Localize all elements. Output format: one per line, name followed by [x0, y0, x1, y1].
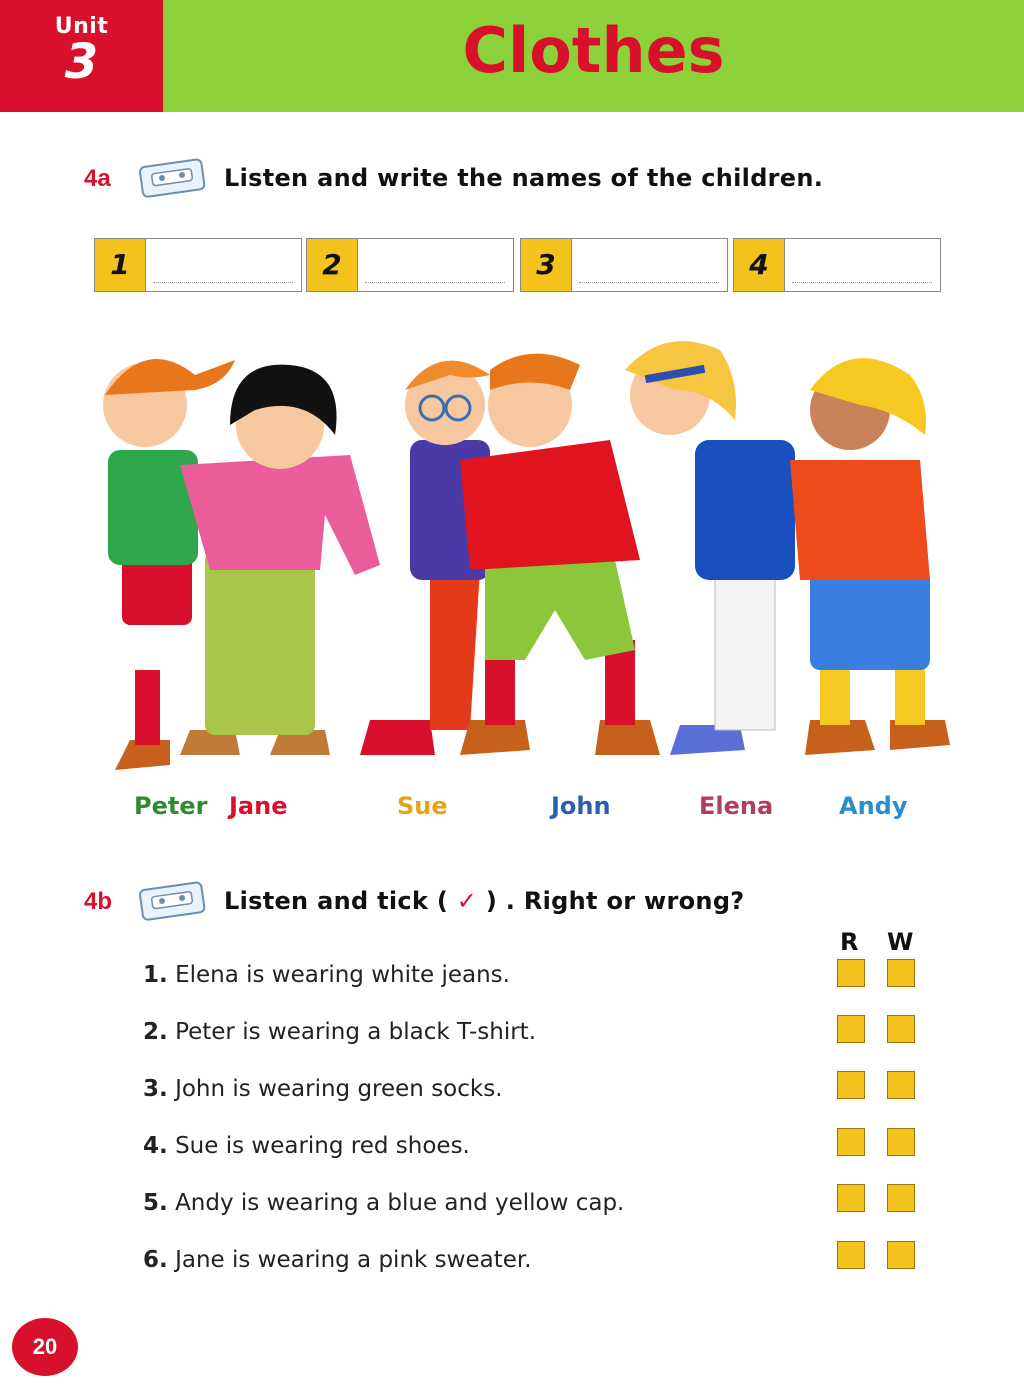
answer-box-number: 3 — [521, 239, 572, 291]
statement-5 — [143, 1190, 624, 1216]
statement-number: 1. — [143, 962, 168, 988]
name-label-andy: Andy — [839, 792, 908, 820]
answer-box-number: 1 — [95, 239, 146, 291]
wrong-checkbox-3[interactable] — [887, 1071, 915, 1099]
name-label-peter: Peter — [134, 792, 208, 820]
right-checkbox-5[interactable] — [837, 1184, 865, 1212]
name-label-jane: Jane — [229, 792, 288, 820]
answer-box-4[interactable] — [733, 238, 941, 292]
writing-line — [792, 282, 932, 283]
answer-box-number: 2 — [307, 239, 358, 291]
page-title: Clothes — [462, 14, 725, 87]
tick-mark-icon: ✓ — [456, 887, 478, 915]
statement-number: 2. — [143, 1019, 168, 1045]
right-checkbox-2[interactable] — [837, 1015, 865, 1043]
exercise-instruction — [224, 887, 745, 915]
statement-text: Andy is wearing a blue and yellow cap. — [175, 1190, 625, 1216]
exercise-number: 4b — [84, 888, 113, 915]
statement-number: 4. — [143, 1133, 168, 1159]
statement-number: 6. — [143, 1247, 168, 1273]
jane-figure — [180, 365, 380, 755]
statement-text: John is wearing green socks. — [175, 1076, 503, 1102]
instruction-prefix: Listen and tick ( — [224, 887, 449, 915]
unit-badge — [0, 0, 163, 112]
answer-box-2[interactable] — [306, 238, 514, 292]
exercise-4a-heading — [0, 155, 1024, 205]
name-label-elena: Elena — [699, 792, 774, 820]
name-label-sue: Sue — [397, 792, 448, 820]
children-illustration — [90, 330, 960, 780]
exercise-4b-heading — [0, 878, 1024, 928]
statement-number: 5. — [143, 1190, 168, 1216]
right-column-label: R — [840, 928, 859, 956]
statement-text: Elena is wearing white jeans. — [175, 962, 510, 988]
statement-text: Sue is wearing red shoes. — [175, 1133, 470, 1159]
right-checkbox-3[interactable] — [837, 1071, 865, 1099]
name-label-john: John — [551, 792, 611, 820]
statement-2 — [143, 1019, 536, 1045]
statement-text: Peter is wearing a black T-shirt. — [175, 1019, 537, 1045]
unit-number: 3 — [64, 34, 99, 90]
exercise-number: 4a — [84, 165, 111, 192]
answer-box-1[interactable] — [94, 238, 302, 292]
cassette-tape-icon — [138, 155, 208, 199]
statement-1 — [143, 962, 510, 988]
writing-line — [365, 282, 505, 283]
statement-number: 3. — [143, 1076, 168, 1102]
header-bar — [0, 0, 1024, 112]
statement-3 — [143, 1076, 503, 1102]
writing-line — [579, 282, 719, 283]
page-number: 20 — [12, 1318, 78, 1376]
wrong-checkbox-2[interactable] — [887, 1015, 915, 1043]
exercise-instruction: Listen and write the names of the children. — [224, 164, 824, 192]
instruction-suffix: ) . Right or wrong? — [485, 887, 745, 915]
wrong-checkbox-1[interactable] — [887, 959, 915, 987]
wrong-checkbox-6[interactable] — [887, 1241, 915, 1269]
andy-figure — [790, 358, 950, 755]
john-figure — [460, 354, 660, 755]
right-checkbox-6[interactable] — [837, 1241, 865, 1269]
answer-box-3[interactable] — [520, 238, 728, 292]
statement-text: Jane is wearing a pink sweater. — [175, 1247, 532, 1273]
unit-label: Unit — [54, 14, 109, 39]
right-checkbox-4[interactable] — [837, 1128, 865, 1156]
writing-line — [153, 282, 293, 283]
elena-figure — [625, 341, 795, 755]
cassette-tape-icon — [138, 878, 208, 922]
wrong-column-label: W — [887, 928, 914, 956]
wrong-checkbox-4[interactable] — [887, 1128, 915, 1156]
answer-box-number: 4 — [734, 239, 785, 291]
statement-4 — [143, 1133, 470, 1159]
statement-6 — [143, 1247, 532, 1273]
wrong-checkbox-5[interactable] — [887, 1184, 915, 1212]
right-checkbox-1[interactable] — [837, 959, 865, 987]
